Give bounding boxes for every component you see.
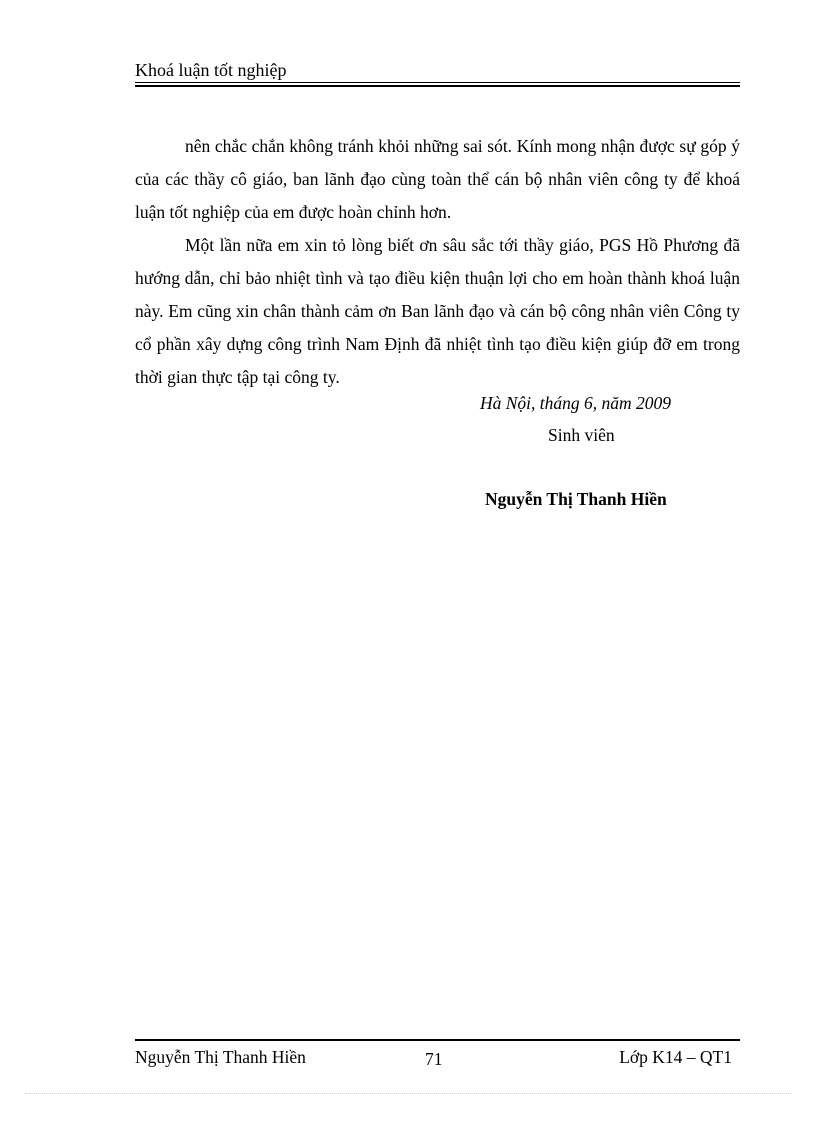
signature-role: Sinh viên <box>548 425 615 445</box>
page-number: 71 <box>425 1049 443 1069</box>
paragraph-1: nên chắc chắn không tránh khỏi những sai sót. Kính mong nhận được sự góp ý của các thầy cô giáo, ban lãnh đạo cùng toàn thể cán bộ nhân viên công ty để khoá luận tốt nghiệp của em được hoàn chỉnh hơn. <box>135 136 740 222</box>
header-title: Khoá luận tốt nghiệp <box>135 60 287 80</box>
footer-author: Nguyễn Thị Thanh Hiền <box>135 1047 306 1067</box>
body-text <box>135 130 740 394</box>
paragraph-2: Một lần nữa em xin tỏ lòng biết ơn sâu sắc tới thầy giáo, PGS Hồ Phương đã hướng dẫn, chỉ bảo nhiệt tình và tạo điều kiện thuận lợi cho em hoàn thành khoá luận này. Em cũng xin chân thành cảm ơn Ban lãnh đạo và cán bộ công nhân viên Công ty cổ phần xây dựng công trình Nam Định đã nhiệt tình tạo điều kiện giúp đỡ em trong thời gian thực tập tại công ty. <box>135 235 740 387</box>
page-bottom-dotted-border <box>25 1093 791 1094</box>
signature-date: Hà Nội, tháng 6, năm 2009 <box>480 393 672 413</box>
signature-name: Nguyễn Thị Thanh Hiền <box>485 489 667 509</box>
footer-rule <box>135 1039 740 1041</box>
page-header <box>135 58 740 87</box>
page-footer <box>135 1044 740 1070</box>
header-double-rule <box>135 82 740 87</box>
footer-class: Lớp K14 – QT1 <box>619 1047 732 1067</box>
